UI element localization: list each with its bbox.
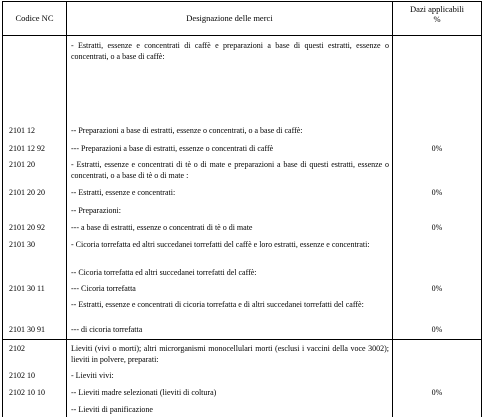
- table-row-description: --- Preparazioni a base di estratti, essenze o concentrati di caffè: [71, 144, 274, 153]
- table-row-description: -- Estratti, essenze e concentrati di cicoria torrefatta e di altri succedanei torrefatti del caffè:: [71, 300, 364, 309]
- section-divider: [3, 339, 481, 340]
- tariff-table: [2, 1, 482, 417]
- table-row-description: -- Cicoria torrefatta ed altri succedanei torrefatti del caffè:: [71, 268, 257, 277]
- column-divider: [66, 2, 67, 417]
- table-row-code: 2101 30 91: [9, 325, 45, 334]
- table-row-duty: 0%: [431, 144, 443, 153]
- table-row-description: - Cicoria torrefatta ed altri succedanei torrefatti del caffè e loro estratti, essenze e concentrati:: [71, 240, 370, 249]
- table-row-duty: 0%: [431, 388, 443, 397]
- table-row-description: - Lieviti vivi:: [71, 371, 114, 380]
- table-row-code: 2101 30 11: [9, 284, 45, 293]
- table-row-description: -- Preparazioni:: [71, 206, 121, 215]
- table-row-description: - Estratti, essenze e concentrati di tè o di mate e preparazioni a base di questi estratti, essenze o concentrati, o a base di tè o di mate :: [71, 160, 389, 180]
- table-row-description: --- a base di estratti, essenze o concentrati di tè o di mate: [71, 223, 253, 232]
- table-row-description: -- Lieviti di panificazione: [71, 405, 153, 414]
- table-row-description: - Estratti, essenze e concentrati di caffè e preparazioni a base di questi estratti, essenze o concentrati, o a base di caffè:: [71, 41, 389, 61]
- table-row-code: 2101 20 20: [9, 188, 45, 197]
- table-row-code: 2101 12: [9, 126, 35, 135]
- header-duty: [393, 4, 481, 24]
- table-row-description: --- di cicoria torrefatta: [71, 325, 143, 334]
- header-duty-unit: %: [433, 14, 441, 24]
- table-row-description: --- Cicoria torrefatta: [71, 284, 136, 293]
- table-row-code: 2101 20: [9, 160, 35, 169]
- header-duty-label: Dazi applicabili: [409, 4, 465, 14]
- column-divider: [392, 2, 393, 417]
- table-row-duty: 0%: [431, 223, 443, 232]
- table-row-code: 2101 30: [9, 240, 35, 249]
- table-header: [3, 2, 481, 36]
- table-row-code: 2101 12 92: [9, 144, 45, 153]
- table-row-description: Lieviti (vivi o morti); altri microrganismi monocellulari morti (esclusi i vaccini della voce 3002); lieviti in polvere, preparati:: [71, 344, 389, 364]
- table-row-code: 2101 20 92: [9, 223, 45, 232]
- table-row-description: -- Preparazioni a base di estratti, essenze o concentrati, o a base di caffè:: [71, 126, 303, 135]
- table-row-code: 2102: [9, 344, 25, 353]
- table-row-duty: 0%: [431, 325, 443, 334]
- header-code: Codice NC: [15, 13, 54, 23]
- table-row-description: -- Estratti, essenze e concentrati:: [71, 188, 176, 197]
- table-row-code: 2102 10 10: [9, 388, 45, 397]
- table-row-code: 2102 10: [9, 371, 35, 380]
- table-row-description: -- Lieviti madre selezionati (lieviti di coltura): [71, 388, 217, 397]
- table-row-duty: 0%: [431, 188, 443, 197]
- header-description: Designazione delle merci: [186, 13, 273, 23]
- table-row-duty: 0%: [431, 284, 443, 293]
